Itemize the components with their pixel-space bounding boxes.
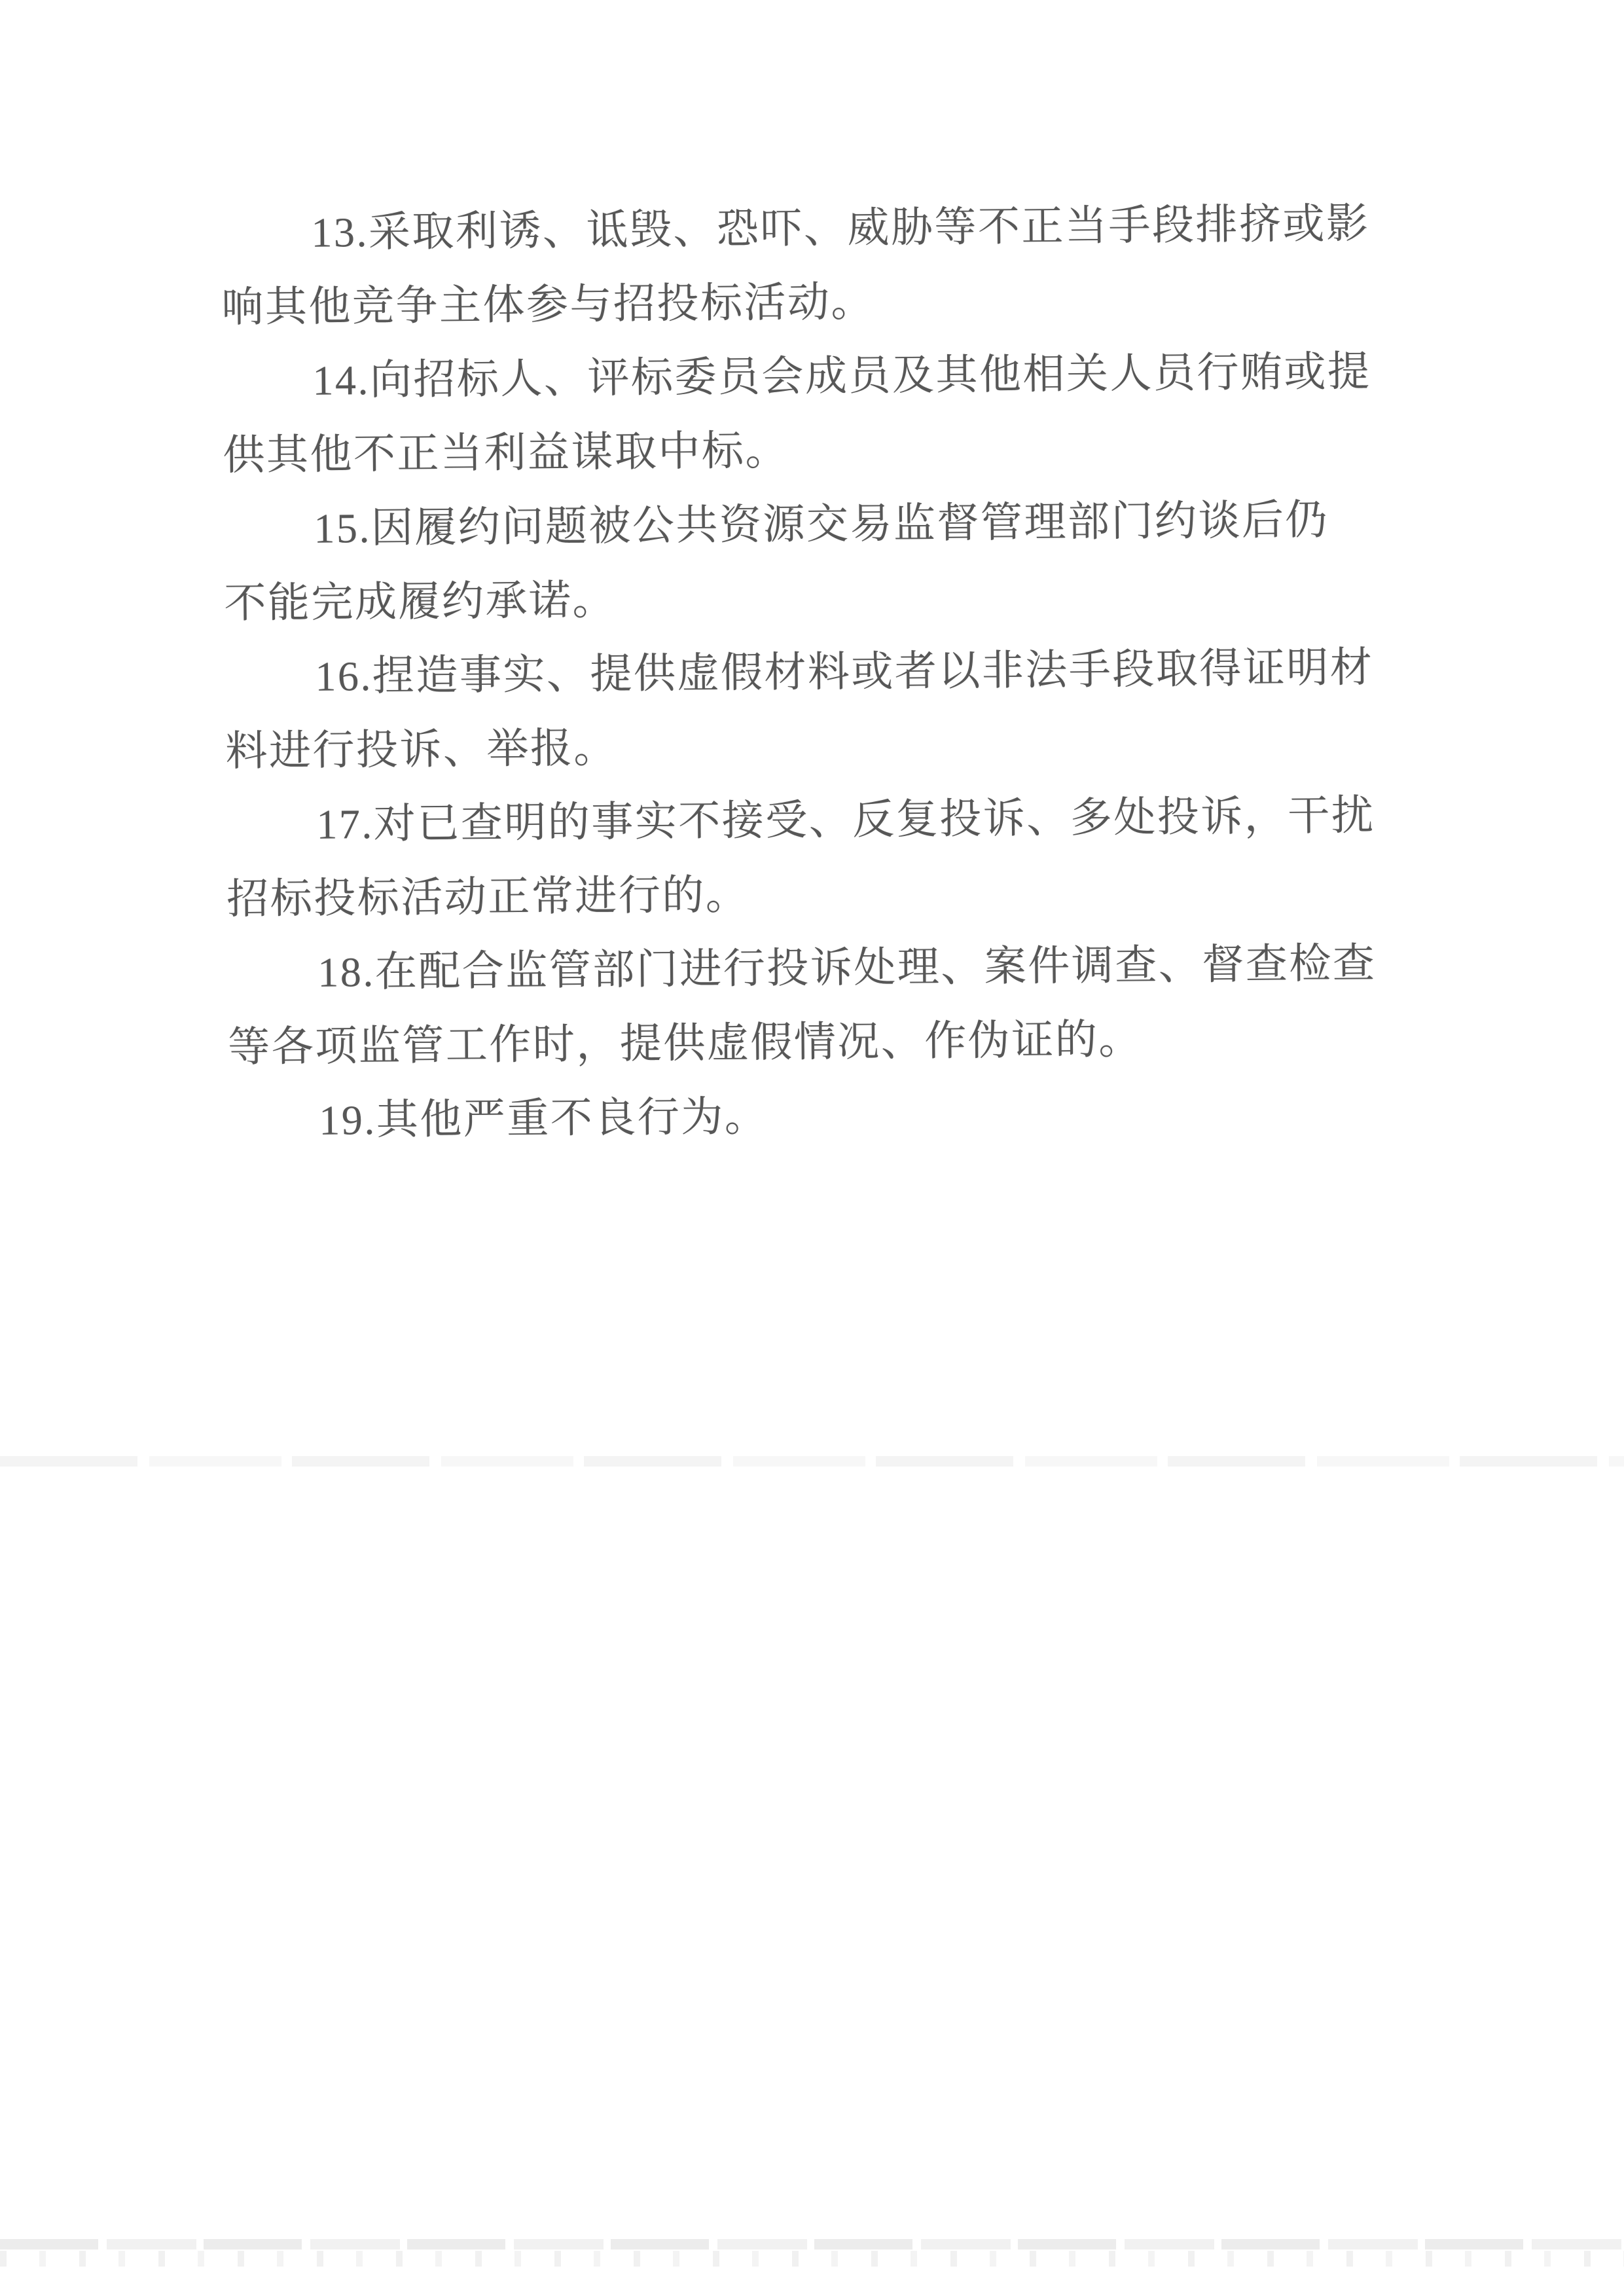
text-line: 16.捏造事实、提供虚假材料或者以非法手段取得证明材 bbox=[315, 644, 1374, 700]
text-line: 料进行投诉、举报。 bbox=[225, 724, 618, 774]
text-line: 供其他不正当利益谋取中标。 bbox=[223, 427, 789, 479]
text-line: 等各项监管工作时，提供虚假情况、作伪证的。 bbox=[228, 1015, 1143, 1070]
scan-artifact-band-middle bbox=[0, 1456, 1624, 1467]
list-item-15 bbox=[223, 483, 1373, 640]
text-line: 18.在配合监管部门进行投诉处理、案件调查、督查检查 bbox=[317, 939, 1377, 996]
list-item-14 bbox=[222, 335, 1372, 492]
list-item-18 bbox=[227, 926, 1377, 1084]
list-item-13 bbox=[221, 187, 1371, 344]
text-line: 13.采取利诱、诋毁、恐吓、威胁等不正当手段排挤或影 bbox=[311, 200, 1370, 256]
list-item-16 bbox=[225, 630, 1375, 788]
list-item-17 bbox=[226, 778, 1376, 936]
text-line: 17.对已查明的事实不接受、反复投诉、多处投诉，干扰 bbox=[316, 792, 1375, 848]
text-line: 14.向招标人、评标委员会成员及其他相关人员行贿或提 bbox=[312, 348, 1371, 404]
scan-artifact-ticks-bottom bbox=[0, 2251, 1624, 2267]
scan-artifact-band-bottom bbox=[0, 2239, 1624, 2250]
text-line: 15.因履约问题被公共资源交易监督管理部门约谈后仍 bbox=[314, 496, 1329, 552]
document-text-block bbox=[221, 187, 1378, 1158]
text-line: 不能完成履约承诺。 bbox=[224, 576, 617, 627]
list-item-19 bbox=[228, 1074, 1378, 1158]
text-line: 19.其他严重不良行为。 bbox=[319, 1093, 768, 1144]
text-line: 招标投标活动正常进行的。 bbox=[226, 871, 749, 922]
text-line: 响其他竞争主体参与招投标活动。 bbox=[221, 278, 875, 331]
